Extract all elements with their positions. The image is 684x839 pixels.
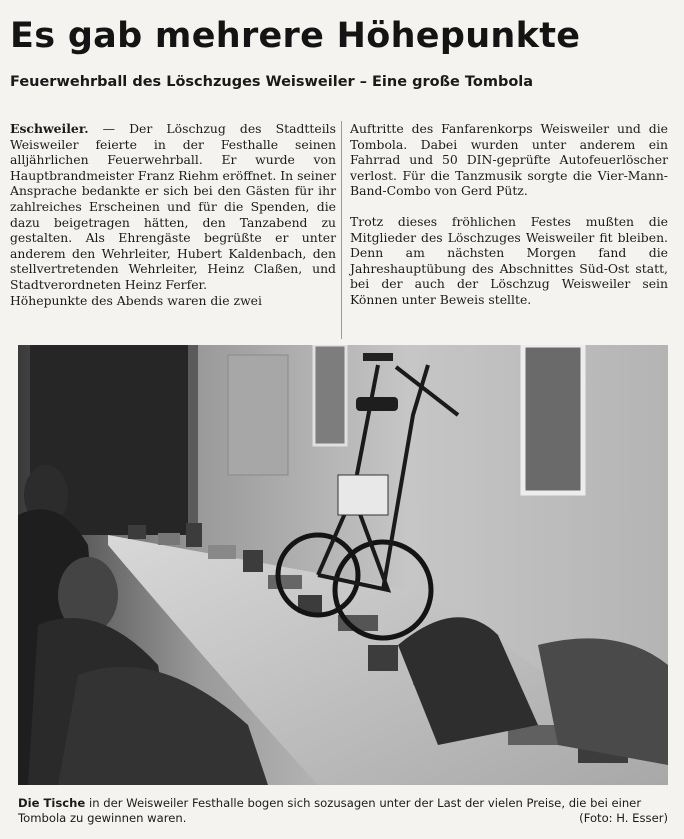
column-divider bbox=[341, 121, 342, 339]
article-column-right bbox=[350, 121, 668, 308]
article-text: Höhepunkte des Abends waren die zwei bbox=[10, 292, 262, 308]
dateline: Eschweiler. bbox=[10, 121, 89, 136]
photo-caption bbox=[18, 796, 668, 826]
press-photo bbox=[18, 345, 668, 785]
article-text: — Der Löschzug des Stadtteils Weisweiler feierte in der Festhalle seinen alljährlichen Feuerwehrball. Er wurde von Hauptbrandmeister Franz Riehm eröffnet. In seiner Ansprache bedankte er sich bei den Gästen für ihr zahlreiches Erscheinen und für die Spenden, die dazu beigetragen hätten, den Tanzabend zu gestalten. Als Ehrengäste begrüßte er unter anderem den Wehrleiter, Hubert Kaldenbach, den stellvertretenden Wehrleiter, Heinz Claßen, und Stadtverordneten Heinz Ferfer. bbox=[10, 121, 336, 292]
article-paragraph bbox=[10, 121, 336, 293]
caption-lead: Die Tische bbox=[18, 796, 86, 810]
subheadline: Feuerwehrball des Löschzuges Weisweiler – Eine große Tombola bbox=[10, 74, 534, 90]
photo-credit: (Foto: H. Esser) bbox=[579, 811, 668, 825]
article-text: Auftritte des Fanfarenkorps Weisweiler und die Tombola. Dabei wurden unter anderem ein Fahrrad und 50 DIN-geprüfte Autofeuerlöscher verlost. Für die Tanzmusik sorgte die Vier-Mann-Band-Combo von Gerd Pütz. bbox=[350, 121, 668, 199]
headline: Es gab mehrere Höhepunkte bbox=[10, 16, 581, 56]
article-text: Trotz dieses fröhlichen Festes mußten die Mitglieder des Löschzuges Weisweiler fit bleiben. Denn am nächsten Morgen fand die Jahreshauptübung des Abschnittes Süd-Ost statt, bei der auch der Löschzug Weisweiler sein Können unter Beweis stellte. bbox=[350, 213, 668, 307]
caption-text: in der Weisweiler Festhalle bogen sich sozusagen unter der Last der vielen Preise, die bei einer Tombola zu gewinnen waren. bbox=[18, 796, 642, 825]
article-column-left bbox=[10, 121, 336, 308]
